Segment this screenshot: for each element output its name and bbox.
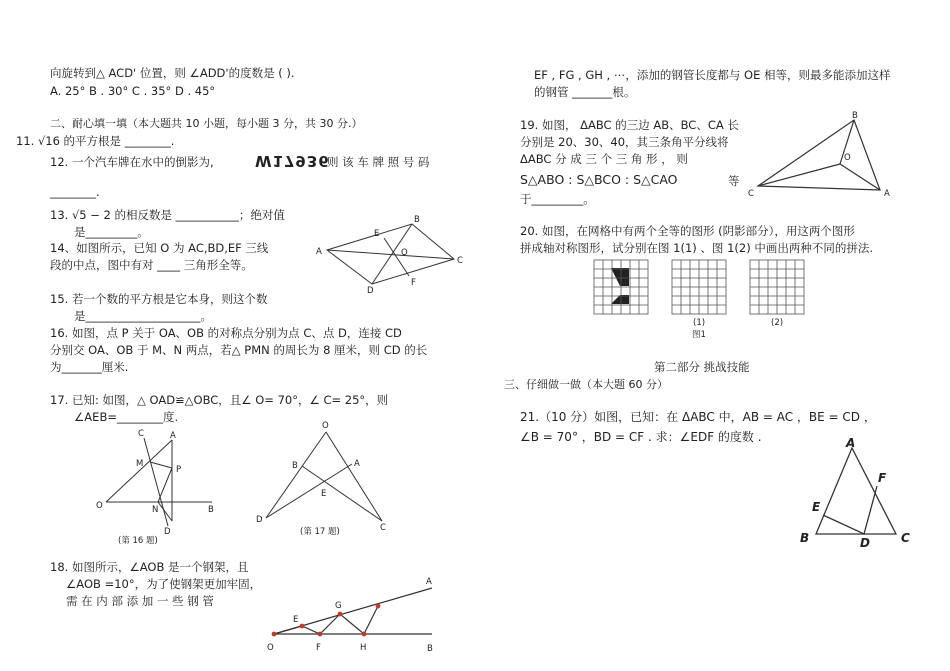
q18: 18. 如图所示，∠AOB 是一个钢架，且 bbox=[50, 560, 249, 574]
fig18-label-h: H bbox=[360, 643, 367, 653]
q12-tail: 则 该 车 牌 照 号 码 bbox=[327, 155, 430, 169]
fig20-label-2: (2) bbox=[771, 318, 784, 328]
fig16-label-o: O bbox=[96, 501, 103, 511]
fig16-caption: (第 16 题) bbox=[118, 536, 158, 546]
figure-21 bbox=[794, 438, 918, 550]
fig17-caption: (第 17 题) bbox=[300, 527, 340, 537]
part2-title: 第二部分 挑战技能 bbox=[654, 360, 750, 374]
fig18-label-g: G bbox=[335, 601, 342, 611]
fig19-label-c: C bbox=[748, 189, 754, 199]
section2-title: 二、耐心填一填（本大题共 10 小题，每小题 3 分，共 30 分.） bbox=[50, 117, 363, 130]
fig18-label-e: E bbox=[293, 615, 299, 625]
q12: 12. 一个汽车牌在水中的倒影为, bbox=[50, 155, 214, 169]
fig19-label-b: B bbox=[852, 111, 858, 121]
q10-stem: 向旋转到△ ACD' 位置，则 ∠ADD'的度数是 ( ). bbox=[50, 66, 295, 80]
q15-b: 是____________________。 bbox=[74, 309, 212, 323]
q16: 16. 如图，点 P 关于 OA、OB 的对称点分别为点 C、点 D，连接 CD bbox=[50, 326, 402, 340]
fig17-label-a: A bbox=[354, 459, 360, 469]
section3-title: 三、仔细做一做（本大题 60 分） bbox=[504, 378, 668, 391]
q18-c: 需 在 内 部 添 加 一 些 钢 管 bbox=[66, 594, 214, 608]
q19: 19. 如图， ΔABC 的三边 AB、BC、CA 长 bbox=[520, 118, 739, 132]
fig16-label-p: P bbox=[176, 465, 182, 475]
fig16-label-d: D bbox=[164, 527, 171, 537]
fig14-label-f: F bbox=[411, 278, 416, 288]
fig14-label-c: C bbox=[457, 256, 463, 266]
fig14-label-o: O bbox=[401, 248, 408, 258]
q21-b: ∠B = 70° ，BD = CF . 求：∠EDF 的度数 . bbox=[520, 430, 762, 444]
q18-b: ∠AOB =10°，为了使钢架更加牢固， bbox=[66, 577, 262, 591]
q20-b: 拼成轴对称图形，试分别在图 1(1) 、图 1(2) 中画出两种不同的拼法. bbox=[520, 241, 873, 255]
fig17-label-o: O bbox=[322, 421, 329, 431]
fig17-label-e: E bbox=[321, 489, 327, 499]
grid-1 bbox=[672, 260, 726, 314]
q11: 11. √16 的平方根是 ________. bbox=[16, 134, 175, 148]
fig20-label-1: (1) bbox=[693, 318, 706, 328]
q14: 14、如图所示，已知 O 为 AC,BD,EF 三线 bbox=[50, 241, 269, 255]
fig21-label-a: A bbox=[846, 436, 856, 450]
fig16-label-a: A bbox=[170, 431, 176, 441]
grid-2 bbox=[750, 260, 804, 314]
fig14-label-b: B bbox=[414, 215, 420, 225]
figure-17 bbox=[256, 418, 396, 540]
fig16-label-n: N bbox=[152, 505, 159, 515]
fig21-label-f: F bbox=[878, 471, 887, 485]
figure-19 bbox=[742, 108, 894, 203]
q19-deng: 等 bbox=[728, 174, 740, 188]
fig17-label-b: B bbox=[292, 461, 298, 471]
q17-b: ∠AEB=________度. bbox=[74, 410, 179, 424]
fig14-label-d: D bbox=[367, 286, 374, 296]
figure-18 bbox=[262, 574, 444, 666]
fig14-label-e: E bbox=[374, 229, 380, 239]
q19-c: ΔABC 分 成 三 个 三 角 形 ， 则 bbox=[520, 152, 688, 166]
q13-b: 是_________。 bbox=[74, 225, 149, 239]
fig19-label-o: O bbox=[844, 153, 851, 163]
q18-e: 的钢管 _______根。 bbox=[534, 85, 636, 99]
fig16-label-b: B bbox=[208, 505, 214, 515]
q21: 21.（10 分）如图，已知：在 ΔABC 中，AB = AC ，BE = CD ， bbox=[520, 410, 876, 424]
license-plate-reflection: W17936 bbox=[255, 152, 330, 170]
q16-b: 分别交 OA、OB 于 M、N 两点，若△ PMN 的周长为 8 厘米，则 CD 的长 bbox=[50, 343, 428, 357]
fig21-label-b: B bbox=[800, 531, 810, 545]
q14-b: 段的中点，图中有对 ____ 三角形全等。 bbox=[50, 258, 253, 272]
figure-16 bbox=[92, 426, 222, 544]
q19-e: 于_________。 bbox=[520, 192, 595, 206]
q17: 17. 已知: 如图，△ OAD≌△OBC，且∠ O= 70°，∠ C= 25°，则 bbox=[50, 393, 389, 407]
fig17-label-c: C bbox=[380, 523, 386, 533]
fig18-label-o: O bbox=[267, 643, 274, 653]
fig21-label-d: D bbox=[860, 536, 870, 550]
q19-d: S△ABO : S△BCO : S△CAO bbox=[520, 172, 678, 187]
fig18-label-f: F bbox=[316, 643, 321, 653]
q19-b: 分别是 20、30、40，其三条角平分线将 bbox=[520, 135, 729, 149]
fig16-label-c: C bbox=[138, 429, 144, 439]
fig18-label-b: B bbox=[427, 644, 433, 654]
fig21-label-c: C bbox=[901, 531, 910, 545]
q18-d: EF , FG , GH , ⋯，添加的钢管长度都与 OE 相等，则最多能添加这样 bbox=[534, 68, 891, 82]
q16-c: 为_______厘米. bbox=[50, 360, 129, 374]
fig17-label-d: D bbox=[256, 515, 263, 525]
fig20-caption: 图1 bbox=[692, 330, 706, 340]
fig16-label-m: M bbox=[136, 459, 144, 469]
figure-14 bbox=[312, 212, 472, 294]
fig19-label-a: A bbox=[884, 189, 890, 199]
fig14-label-a: A bbox=[316, 247, 322, 257]
figure-20 bbox=[592, 258, 818, 348]
q15: 15. 若一个数的平方根是它本身，则这个数 bbox=[50, 292, 268, 306]
q13: 13. √5 − 2 的相反数是 ___________；绝对值 bbox=[50, 208, 285, 222]
q12-blank: ________. bbox=[50, 185, 100, 199]
fig18-label-a: A bbox=[426, 577, 432, 587]
q10-options: A. 25° B . 30° C . 35° D . 45° bbox=[50, 84, 216, 98]
fig21-label-e: E bbox=[812, 500, 821, 514]
grid-main bbox=[594, 260, 648, 314]
q20: 20. 如图，在网格中有两个全等的图形 (阴影部分），用这两个图形 bbox=[520, 224, 855, 238]
